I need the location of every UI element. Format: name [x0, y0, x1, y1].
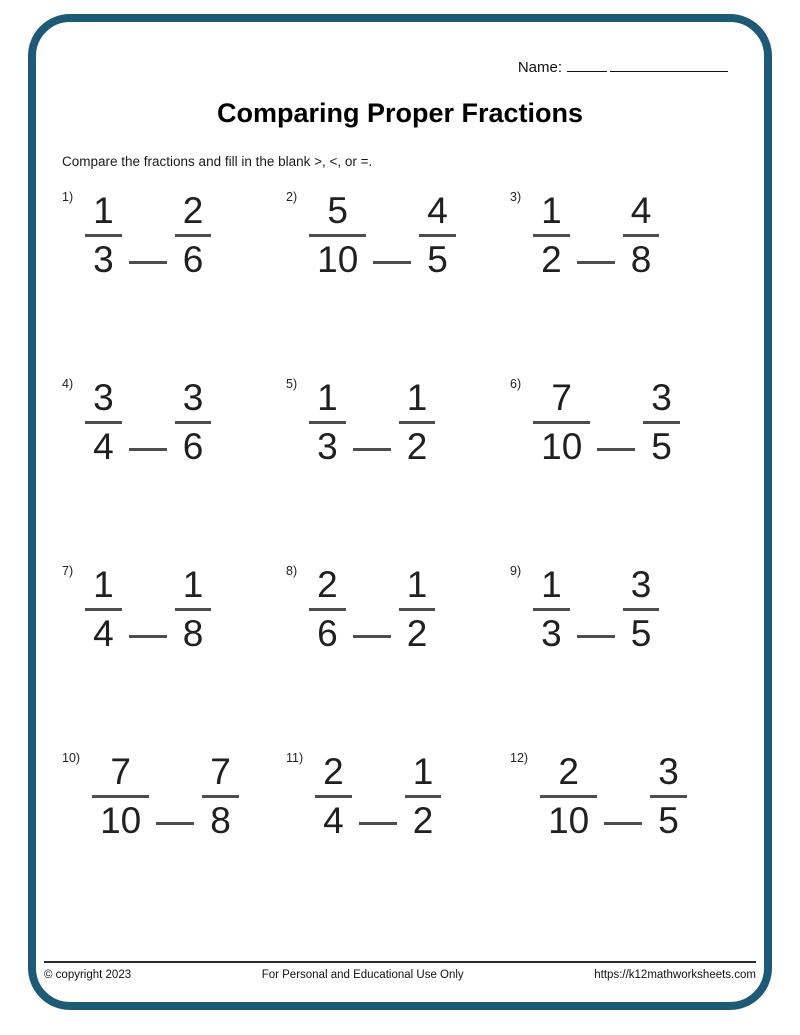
footer [44, 961, 756, 981]
left-fraction-numerator: 2 [309, 565, 346, 611]
right-fraction-denominator: 2 [406, 612, 428, 654]
right-fraction-denominator: 8 [210, 799, 231, 841]
right-fraction-numerator: 3 [623, 565, 660, 611]
left-fraction [92, 752, 149, 841]
right-fraction [623, 565, 660, 654]
answer-blank[interactable] [156, 815, 194, 825]
footer-url[interactable]: https://k12mathworksheets.com [594, 969, 756, 981]
left-fraction-numerator: 2 [315, 752, 352, 798]
right-fraction [399, 565, 436, 654]
left-fraction [533, 191, 570, 280]
name-blank-segment[interactable] [567, 58, 607, 72]
name-blank-line[interactable] [562, 58, 728, 76]
worksheet-content [36, 22, 764, 841]
left-fraction [85, 378, 122, 467]
problem [62, 378, 286, 467]
problem [510, 191, 734, 280]
left-fraction [85, 565, 122, 654]
left-fraction-numerator: 1 [85, 191, 122, 237]
right-fraction-numerator: 7 [202, 752, 239, 798]
left-fraction-denominator: 3 [317, 425, 338, 467]
right-fraction-denominator: 8 [630, 238, 652, 280]
problem [62, 565, 286, 654]
left-fraction-numerator: 5 [309, 191, 366, 237]
left-fraction [309, 378, 346, 467]
name-blank-segment[interactable] [610, 58, 728, 72]
answer-blank[interactable] [353, 441, 391, 451]
problem [510, 565, 734, 654]
left-fraction-denominator: 4 [93, 612, 114, 654]
page-title: Comparing Proper Fractions [216, 98, 584, 128]
answer-blank[interactable] [129, 254, 167, 264]
left-fraction-numerator: 1 [533, 191, 570, 237]
answer-blank[interactable] [353, 628, 391, 638]
problem [510, 378, 734, 467]
problem-number: 5) [286, 376, 298, 391]
problem-number: 12) [510, 750, 529, 765]
left-fraction [309, 565, 346, 654]
left-fraction [533, 378, 590, 467]
right-fraction [623, 191, 660, 280]
right-fraction-denominator: 2 [412, 799, 434, 841]
left-fraction-numerator: 1 [85, 565, 122, 611]
name-row [36, 58, 764, 76]
left-fraction-denominator: 4 [323, 799, 344, 841]
right-fraction-numerator: 1 [399, 565, 436, 611]
left-fraction-denominator: 10 [548, 799, 590, 841]
right-fraction-denominator: 8 [182, 612, 204, 654]
left-fraction-denominator: 10 [317, 238, 359, 280]
problem [510, 752, 734, 841]
problem-number: 7) [62, 563, 74, 578]
right-fraction-numerator: 3 [650, 752, 687, 798]
right-fraction-denominator: 5 [651, 425, 672, 467]
left-fraction [309, 191, 366, 280]
left-fraction-numerator: 2 [540, 752, 597, 798]
problem-number: 2) [286, 190, 298, 204]
problem-number: 3) [510, 190, 522, 204]
left-fraction-denominator: 3 [93, 238, 114, 280]
right-fraction [399, 378, 436, 467]
right-fraction-numerator: 1 [399, 378, 436, 424]
right-fraction-numerator: 4 [419, 191, 456, 237]
right-fraction-denominator: 5 [658, 799, 679, 841]
footer-copyright: © copyright 2023 [44, 969, 132, 981]
right-fraction-numerator: 2 [175, 191, 212, 237]
answer-blank[interactable] [373, 254, 411, 264]
answer-blank[interactable] [359, 815, 397, 825]
left-fraction-denominator: 10 [100, 799, 142, 841]
problem [286, 191, 510, 280]
answer-blank[interactable] [604, 815, 642, 825]
left-fraction-numerator: 3 [85, 378, 122, 424]
right-fraction [405, 752, 442, 841]
footer-usage-text: For Personal and Educational Use Only [261, 969, 464, 981]
left-fraction-denominator: 3 [541, 612, 562, 654]
right-fraction [175, 191, 212, 280]
right-fraction [202, 752, 239, 841]
right-fraction [419, 191, 456, 280]
right-fraction-denominator: 5 [630, 612, 652, 654]
answer-blank[interactable] [129, 441, 167, 451]
left-fraction [540, 752, 597, 841]
answer-blank[interactable] [577, 254, 615, 264]
answer-blank[interactable] [129, 628, 167, 638]
right-fraction-numerator: 4 [623, 191, 660, 237]
right-fraction-denominator: 2 [406, 425, 428, 467]
problem [62, 191, 286, 280]
problem [286, 565, 510, 654]
problem-number: 10) [62, 750, 81, 765]
left-fraction-denominator: 2 [541, 238, 562, 280]
answer-blank[interactable] [597, 441, 635, 451]
left-fraction-denominator: 10 [541, 425, 583, 467]
right-fraction-numerator: 1 [175, 565, 212, 611]
instructions-text: Compare the fractions and fill in the blank >, <, or =. [62, 154, 373, 169]
left-fraction-numerator: 7 [92, 752, 149, 798]
right-fraction-numerator: 3 [643, 378, 680, 424]
right-fraction-denominator: 6 [182, 425, 204, 467]
right-fraction [175, 378, 212, 467]
left-fraction-numerator: 1 [309, 378, 346, 424]
problems-grid [62, 191, 764, 841]
problem-number: 4) [62, 376, 74, 391]
left-fraction-numerator: 7 [533, 378, 590, 424]
name-label: Name: [517, 59, 562, 76]
right-fraction-denominator: 6 [182, 238, 204, 280]
right-fraction-denominator: 5 [427, 238, 448, 280]
left-fraction-denominator: 4 [93, 425, 114, 467]
problem-number: 8) [286, 563, 298, 578]
problem [286, 378, 510, 467]
right-fraction [650, 752, 687, 841]
right-fraction-numerator: 3 [175, 378, 212, 424]
left-fraction [85, 191, 122, 280]
left-fraction [315, 752, 352, 841]
problem-number: 1) [62, 190, 74, 204]
problem-number: 11) [286, 750, 304, 765]
right-fraction-numerator: 1 [405, 752, 442, 798]
problem-number: 6) [510, 376, 522, 391]
problem [62, 752, 286, 841]
problem-number: 9) [510, 563, 522, 578]
problem [286, 752, 510, 841]
answer-blank[interactable] [577, 628, 615, 638]
right-fraction [643, 378, 680, 467]
left-fraction [533, 565, 570, 654]
right-fraction [175, 565, 212, 654]
left-fraction-denominator: 6 [317, 612, 338, 654]
left-fraction-numerator: 1 [533, 565, 570, 611]
